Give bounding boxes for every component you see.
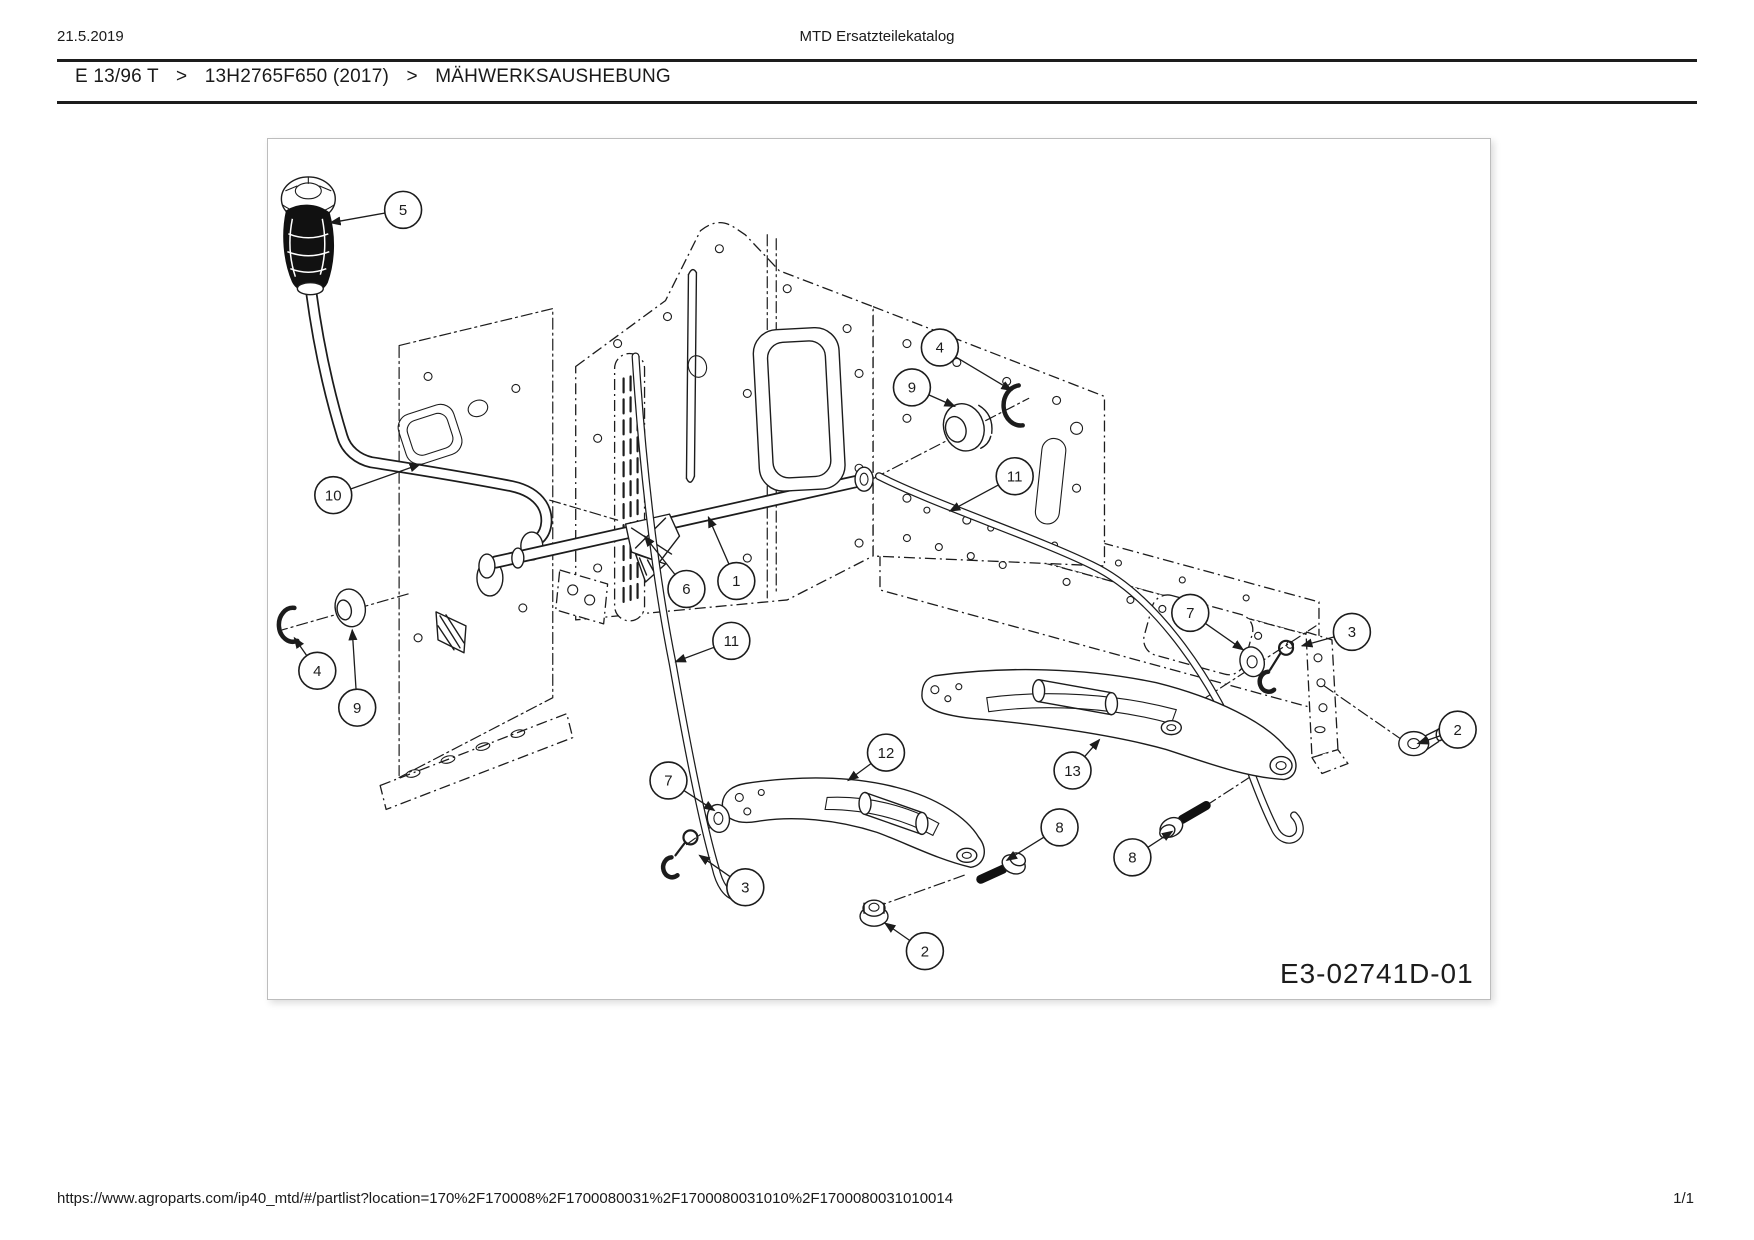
callout-number: 7 [1186, 605, 1195, 623]
callout-2[interactable] [885, 923, 943, 969]
callout-leader [1085, 740, 1100, 757]
callout-number: 9 [353, 699, 362, 717]
parts-diagram-panel [267, 138, 1491, 1000]
callout-leader [352, 630, 356, 689]
c-clip-icon [279, 608, 297, 642]
callout-leader [294, 638, 306, 656]
breadcrumb-separator: > [175, 66, 188, 87]
callout-9[interactable] [339, 630, 376, 726]
callout-number: 11 [1006, 468, 1023, 486]
footer-page-indicator: 1/1 [1673, 1190, 1694, 1207]
callout-number: 9 [907, 379, 917, 397]
callout-13[interactable] [1054, 740, 1099, 789]
breadcrumb-rule [57, 101, 1697, 104]
callout-number: 4 [935, 339, 945, 357]
callout-number: 11 [723, 633, 740, 651]
callout-number: 2 [920, 943, 930, 961]
callout-7[interactable] [650, 762, 714, 810]
breadcrumb-section[interactable]: MÄHWERKSAUSHEBUNG [435, 66, 671, 87]
footer-url: https://www.agroparts.com/ip40_mtd/#/partlist?location=170%2F170008%2F1700080031%2F1700080031010%2F1700080031010014 [57, 1190, 954, 1207]
callout-number: 5 [398, 202, 408, 220]
header-title: MTD Ersatzteilekatalog [799, 28, 955, 45]
callout-number: 3 [1347, 624, 1357, 642]
exploded-parts-drawing [268, 139, 1490, 999]
callout-number: 4 [313, 663, 322, 681]
callout-3[interactable] [699, 855, 763, 905]
callout-number: 12 [877, 744, 895, 762]
callout-number: 10 [324, 487, 342, 505]
lever-knob [281, 177, 335, 295]
header-date: 21.5.2019 [57, 28, 124, 45]
callout-11[interactable] [675, 622, 749, 661]
callout-4[interactable] [294, 638, 335, 689]
callout-leader [330, 213, 385, 223]
callout-number: 3 [741, 879, 750, 897]
breadcrumb-model[interactable]: E 13/96 T [75, 66, 159, 87]
breadcrumb-separator: > [406, 66, 418, 87]
callout-number: 1 [732, 573, 741, 591]
drawing-number: E3-02741D-01 [1280, 958, 1474, 990]
callout-number: 7 [664, 772, 673, 790]
callout-number: 13 [1064, 762, 1081, 780]
callout-number: 6 [682, 581, 691, 599]
lift-arm-left [722, 778, 984, 867]
callout-5[interactable] [330, 191, 421, 228]
callout-leader [1007, 837, 1044, 860]
callout-number: 8 [1055, 819, 1064, 837]
callout-number: 8 [1128, 849, 1137, 867]
breadcrumb-serial[interactable]: 13H2765F650 (2017) [204, 66, 389, 87]
callout-leader [885, 923, 910, 940]
callout-leader [675, 647, 714, 661]
callout-leader [848, 764, 871, 781]
header-rule [57, 59, 1697, 62]
callout-12[interactable] [848, 734, 904, 780]
breadcrumb [75, 66, 671, 88]
callout-number: 2 [1453, 721, 1462, 739]
